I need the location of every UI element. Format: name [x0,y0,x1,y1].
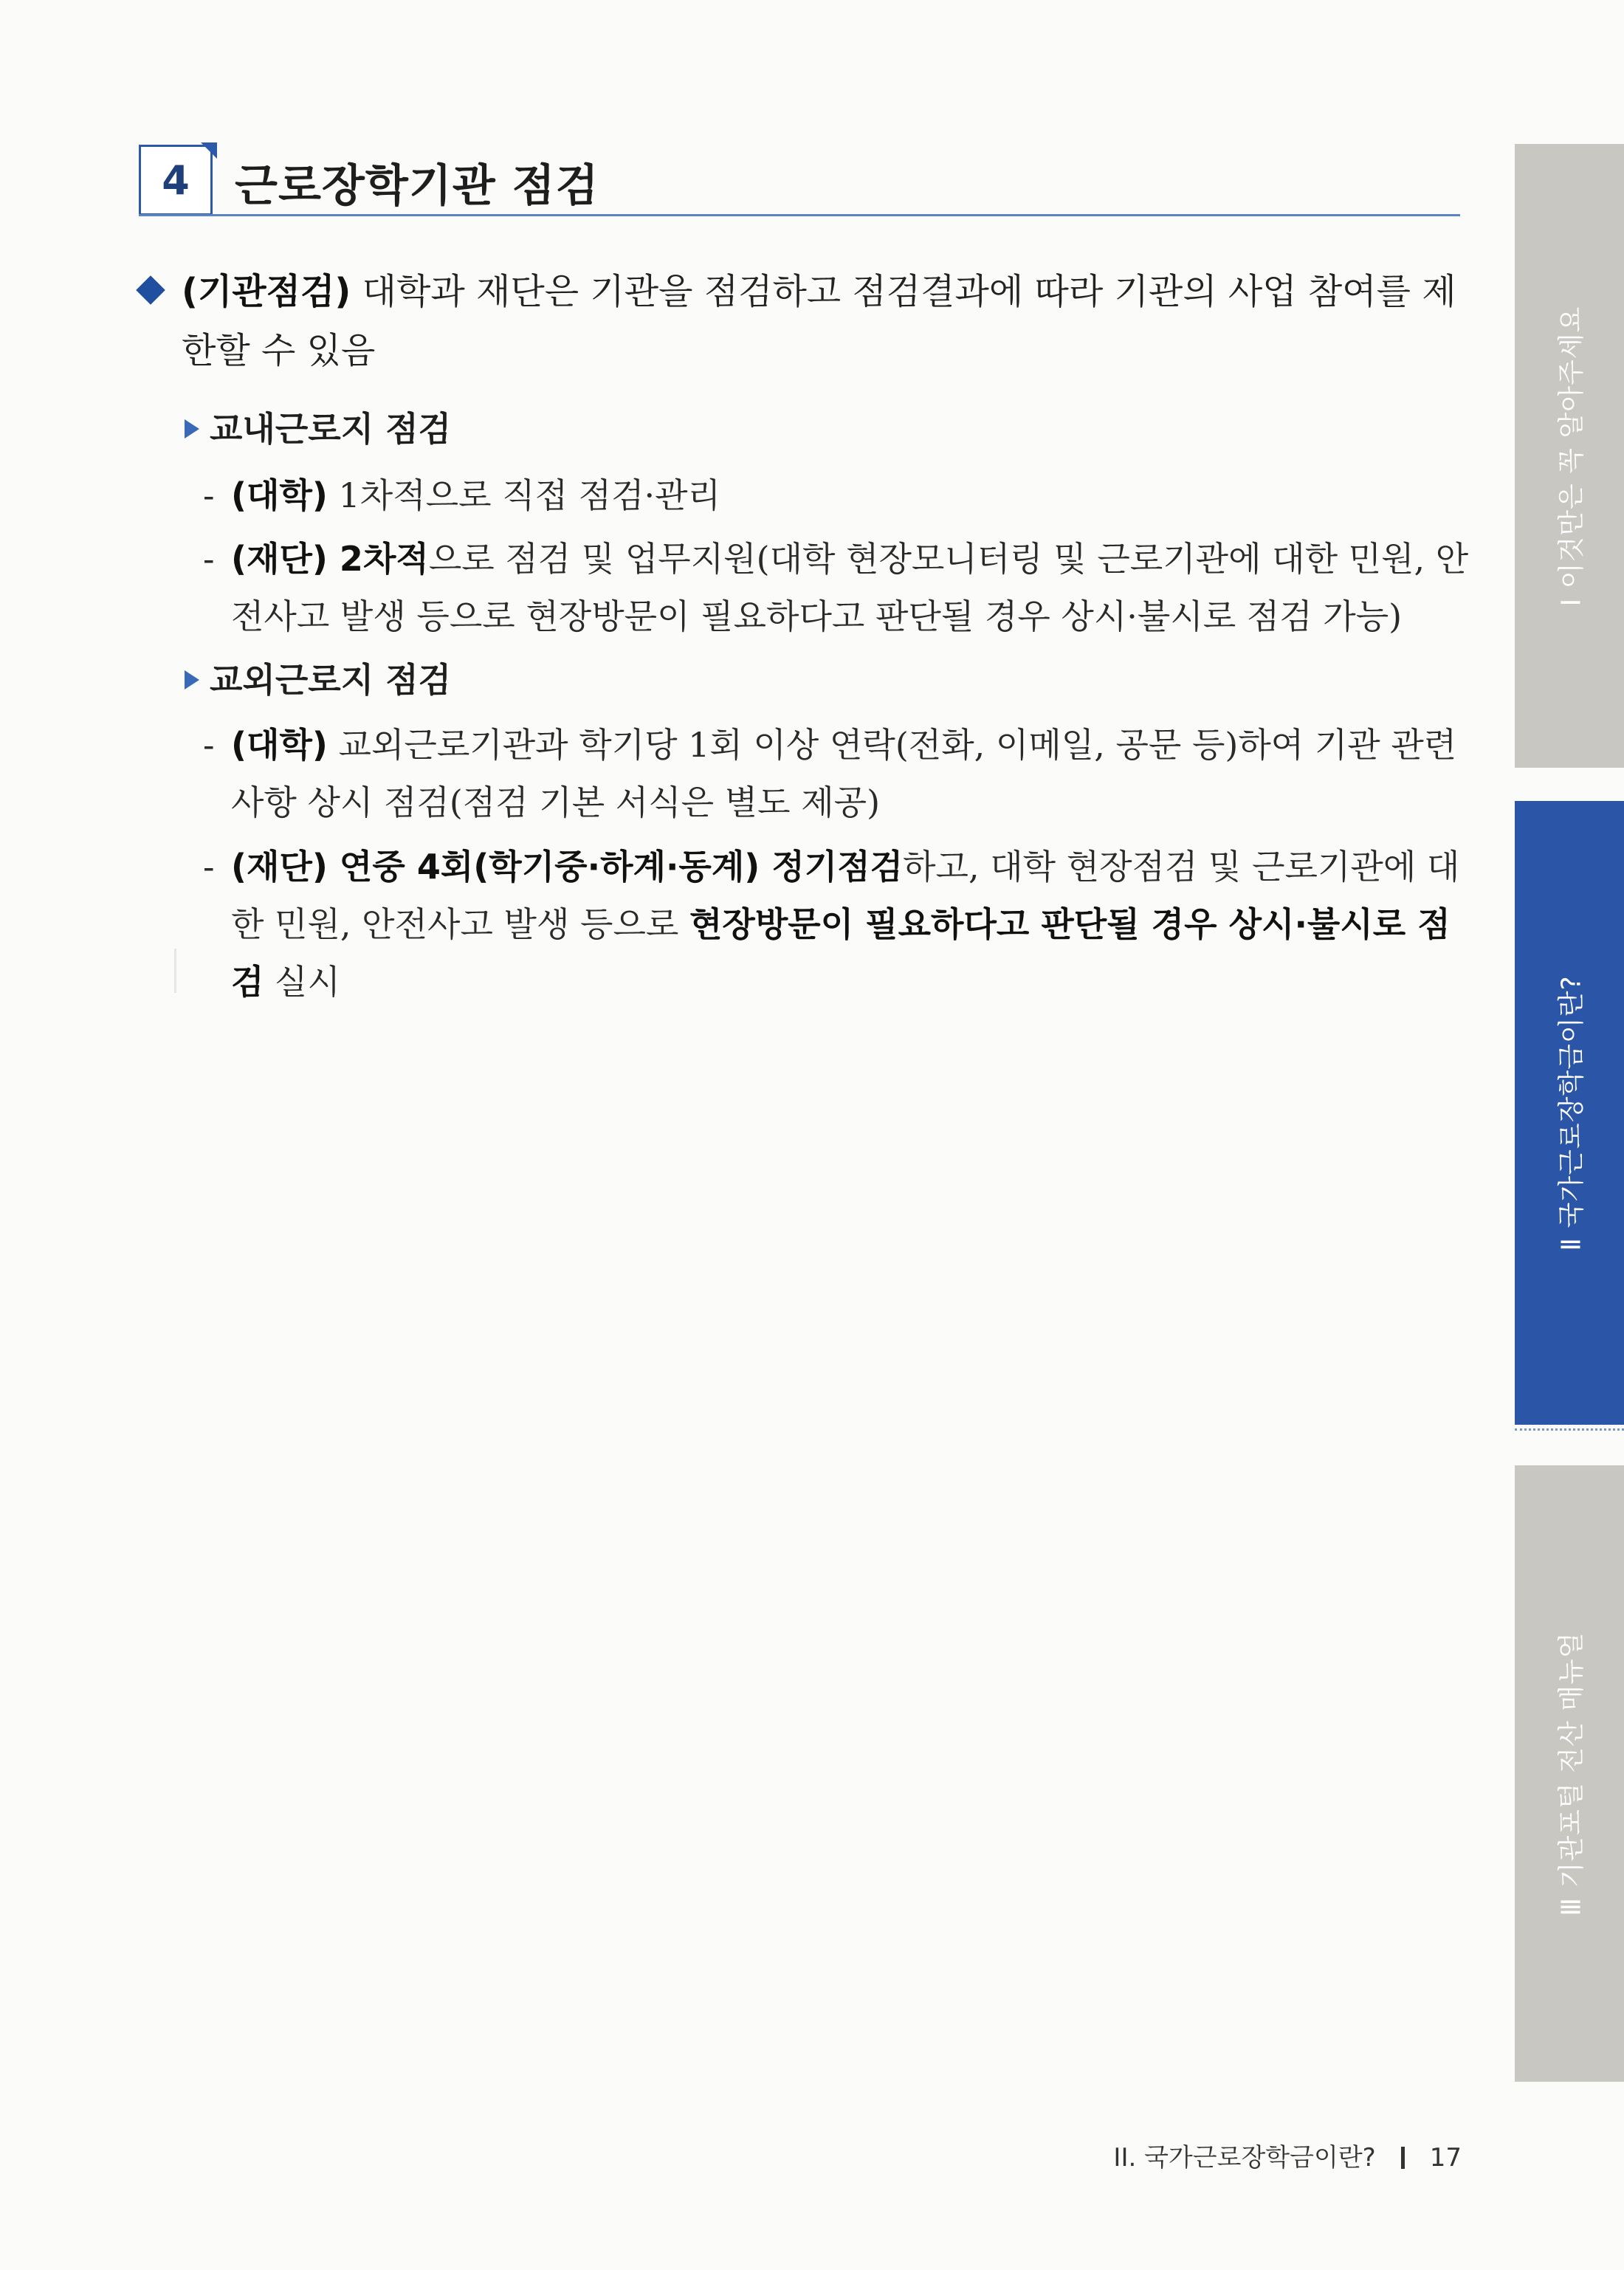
item-text: 1차적으로 직접 점검·관리 [327,475,721,515]
main-bullet-lead: (기관점검) [182,271,351,312]
page-number: 17 [1429,2143,1462,2173]
corner-fold-icon [201,142,217,159]
section-underline [139,214,1460,216]
item-text: 으로 점검 및 업무지원(대학 현장모니터링 및 근로기관에 대한 민원, 안전사고 발생 등으로 현장방문이 필요하다고 판단될 경우 상시·불시로 점검 가능) [231,539,1469,636]
main-bullet-text [182,262,1469,380]
dash-marker: - [203,725,215,765]
list-item [203,530,1473,645]
diamond-bullet-icon [136,275,165,305]
dash-marker: - [203,847,215,887]
item-lead: (재단) [231,539,328,579]
chapter-tab-2-label: Ⅱ 국가근로장학금이란? [1556,974,1587,1251]
main-bullet-body: 대학과 재단은 기관을 점검하고 점검결과에 따라 기관의 사업 참여를 제한할 수 있음 [182,271,1456,371]
page-footer [1113,2137,1462,2173]
subheading-campus-label: 교내근로지 점검 [210,409,452,449]
item-lead: (재단) [231,847,328,887]
list-item [203,716,1473,831]
item-text: 교외근로기관과 학기당 1회 이상 연락(전화, 이메일, 공문 등)하여 기관 관련 사항 상시 점검(점검 기본 서식은 별도 제공) [231,725,1457,822]
chapter-tab-3[interactable] [1515,1465,1624,2082]
dash-marker: - [203,539,215,579]
item-lead: (대학) [231,475,328,515]
chapter-tab-1[interactable] [1515,144,1624,768]
list-item [203,467,1473,524]
triangle-bullet-icon [185,670,199,689]
item-bold-text: 연중 4회(학기중·하계·동계) 정기점검 [327,847,904,887]
item-bold-text: 2차적 [327,539,429,579]
triangle-bullet-icon [185,419,199,438]
chapter-tab-1-label: Ⅰ 이것만은 꼭 알아주세요 [1556,306,1587,606]
section-title: 근로장학기관 점검 [235,160,599,212]
chapter-tab-2[interactable] [1515,801,1624,1425]
section-number: 4 [162,157,190,204]
section-header [139,145,1460,219]
item-lead: (대학) [231,725,328,765]
footer-separator [1401,2147,1405,2169]
dash-marker: - [203,475,215,515]
tab-divider [1515,1428,1624,1431]
margin-mark [174,949,176,993]
subheading-offcampus [185,653,451,702]
subheading-offcampus-label: 교외근로지 점검 [210,660,452,700]
chapter-tab-3-label: Ⅲ 기관포털 전산 매뉴얼 [1556,1631,1587,1916]
item-text: 실시 [264,962,340,1002]
main-bullet [133,262,1469,380]
item-text: 하고, 대학 현장점검 및 근로기관에 대한 민원, 안전사고 발생 등으로 [231,847,1460,944]
footer-chapter: II. 국가근로장학금이란? [1113,2143,1376,2173]
subheading-campus [185,402,451,451]
list-item [203,838,1473,1011]
item-bold-text: 현장방문이 필요하다고 판단될 경우 상시·불시로 점검 [231,904,1451,1002]
